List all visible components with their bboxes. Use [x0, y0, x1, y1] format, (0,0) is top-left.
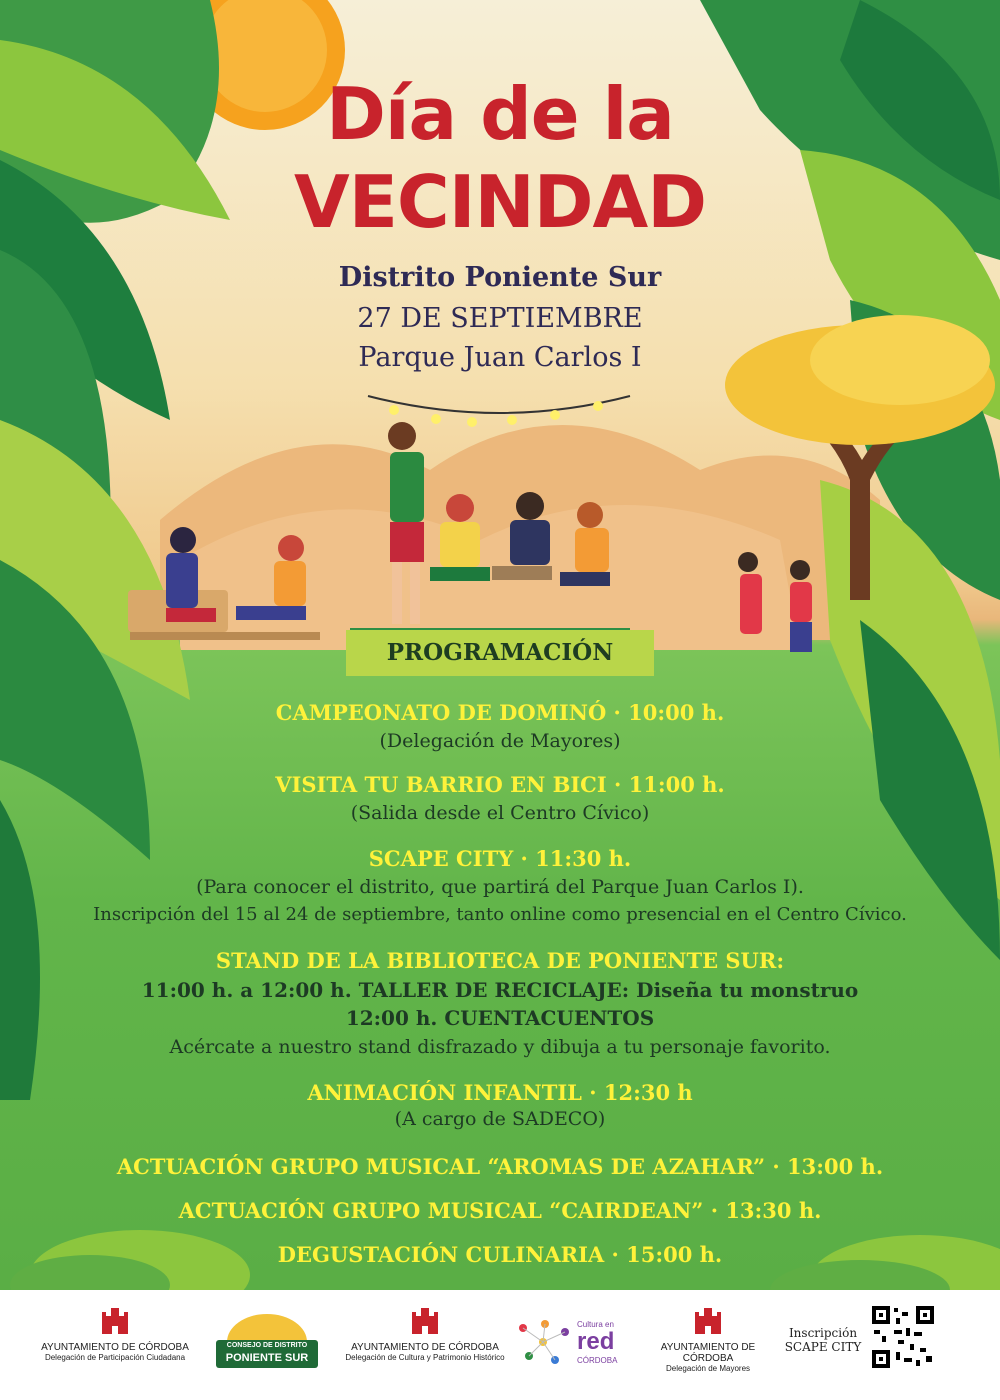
- string-lights: [368, 396, 630, 413]
- event-2-headline: VISITA TU BARRIO EN BICI · 11:00 h.: [275, 772, 725, 797]
- event-3-note: (Para conocer el distrito, que partirá del Parque Juan Carlos I).: [196, 876, 804, 898]
- event-1-note: (Delegación de Mayores): [379, 730, 621, 752]
- logo5-sub: Delegación de Mayores: [665, 1364, 751, 1373]
- logo-ayuntamiento-cultura: [340, 1304, 510, 1362]
- qr-label: [778, 1326, 868, 1354]
- district-name: Distrito Poniente Sur: [338, 262, 662, 293]
- child-boy: [790, 582, 812, 622]
- event-3-note-2: Inscripción del 15 al 24 de septiembre, tanto online como presencial en el Centro Cívico.: [93, 904, 907, 925]
- event-place: Parque Juan Carlos I: [358, 342, 642, 373]
- event-3-headline: SCAPE CITY · 11:30 h.: [368, 846, 632, 871]
- castle-icon: [408, 1304, 442, 1338]
- event-2-note: (Salida desde el Centro Cívico): [350, 802, 650, 824]
- event-1-headline: CAMPEONATO DE DOMINÓ · 10:00 h.: [275, 700, 725, 725]
- qr-line1: Inscripción: [788, 1326, 858, 1340]
- logo2-line2: PONIENTE SUR: [225, 1352, 309, 1364]
- castle-icon: [98, 1304, 132, 1338]
- event-5-note: (A cargo de SADECO): [394, 1108, 606, 1130]
- logo1-sub: Delegación de Participación Ciudadana: [44, 1353, 186, 1362]
- logo4-line1: Cultura en: [577, 1320, 614, 1329]
- logo5-name: AYUNTAMIENTO DE CÓRDOBA: [660, 1342, 756, 1364]
- logo3-name: AYUNTAMIENTO DE CÓRDOBA: [351, 1342, 499, 1353]
- sponsor-footer: [0, 1290, 1000, 1400]
- event-8-headline: DEGUSTACIÓN CULINARIA · 15:00 h.: [277, 1242, 723, 1267]
- event-4-headline: STAND DE LA BIBLIOTECA DE PONIENTE SUR:: [215, 948, 785, 973]
- event-6-headline: ACTUACIÓN GRUPO MUSICAL “AROMAS DE AZAHAR” · 13:00 h.: [116, 1154, 884, 1179]
- castle-icon: [691, 1304, 725, 1338]
- network-icon: [515, 1318, 573, 1368]
- qr-code-icon[interactable]: [870, 1304, 936, 1370]
- logo-ayuntamiento-participacion: [40, 1304, 190, 1362]
- title-line-2: VECINDAD: [293, 160, 707, 244]
- logo2-line1: CONSEJO DE DISTRITO: [226, 1342, 308, 1349]
- logo4-line2: red: [577, 1328, 615, 1355]
- logo4-line3: CÓRDOBA: [577, 1356, 618, 1365]
- event-5-headline: ANIMACIÓN INFANTIL · 12:30 h: [307, 1080, 693, 1105]
- program-label: PROGRAMACIÓN: [346, 630, 654, 676]
- event-4-bold-2: 12:00 h. CUENTACUENTOS: [345, 1006, 655, 1030]
- person-standing: [390, 452, 424, 522]
- logo-consejo-distrito: [212, 1312, 322, 1372]
- event-7-headline: ACTUACIÓN GRUPO MUSICAL “CAIRDEAN” · 13:30 h.: [178, 1198, 822, 1223]
- event-4-note: Acércate a nuestro stand disfrazado y dibuja a tu personaje favorito.: [169, 1036, 831, 1058]
- logo-cultura-en-red: [515, 1314, 635, 1374]
- event-4-bold-1: 11:00 h. a 12:00 h. TALLER DE RECICLAJE: Diseña tu monstruo: [141, 978, 859, 1002]
- child-girl: [740, 574, 762, 634]
- logo1-name: AYUNTAMIENTO DE CÓRDOBA: [41, 1342, 189, 1353]
- logo-ayuntamiento-mayores: [648, 1304, 768, 1373]
- logo3-sub: Delegación de Cultura y Patrimonio Histórico: [345, 1353, 505, 1362]
- event-date: 27 DE SEPTIEMBRE: [357, 303, 643, 334]
- title-line-1: Día de la: [326, 72, 674, 156]
- qr-line2: SCAPE CITY: [784, 1340, 862, 1354]
